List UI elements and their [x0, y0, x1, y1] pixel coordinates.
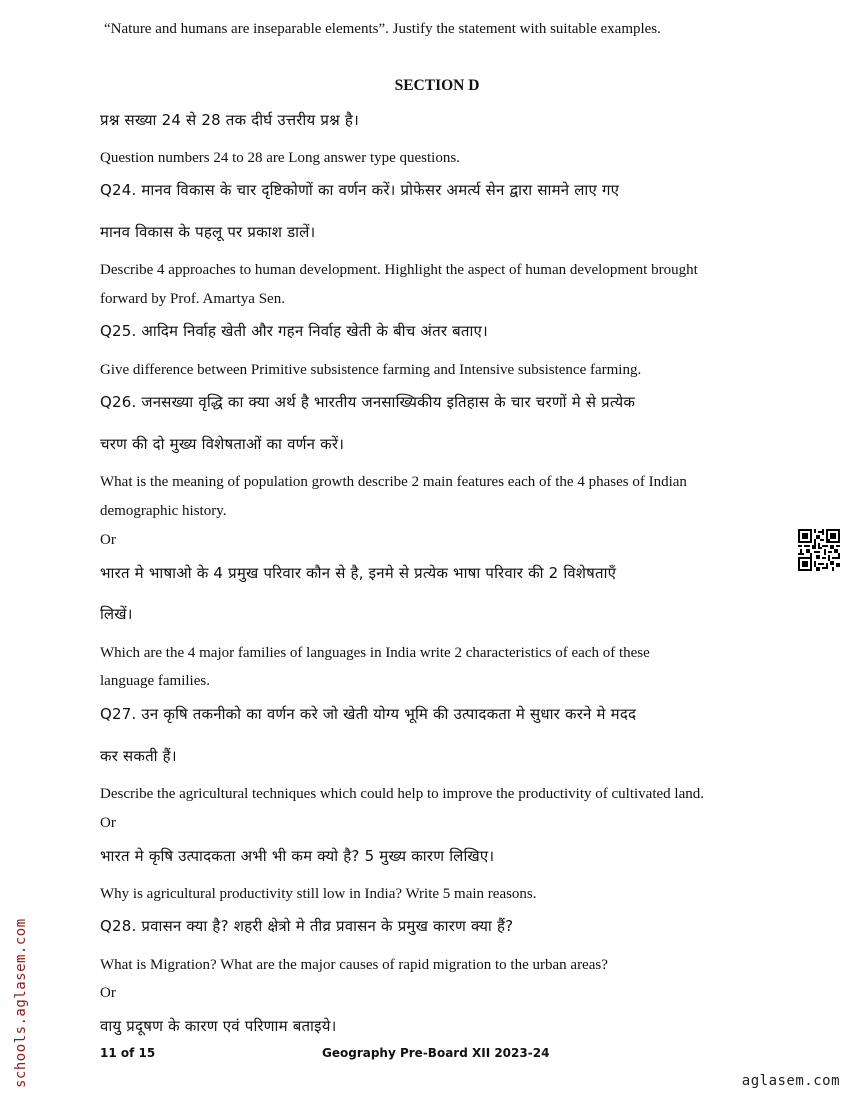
text-line: Q27. उन कृषि तकनीको का वर्णन करे जो खेती योग्य भूमि की उत्पादकता मे सुधार करने मे मदद: [100, 705, 637, 723]
exam-title: Geography Pre-Board XII 2023-24: [322, 1046, 550, 1060]
text-line: Q24. मानव विकास के चार दृष्टिकोणों का वर्णन करें। प्रोफेसर अमर्त्य सेन द्वारा सामने लाए गए: [100, 181, 620, 199]
text-line: Question numbers 24 to 28 are Long answer type questions.: [100, 150, 460, 166]
text-line: Q26. जनसख्या वृद्धि का क्या अर्थ है भारतीय जनसाख्यिकीय इतिहास के चार चरणों मे से प्रत्येक: [100, 393, 636, 411]
text-line: forward by Prof. Amartya Sen.: [100, 291, 285, 307]
side-watermark: schools.aglasem.com: [13, 918, 29, 1088]
text-line: Q28. प्रवासन क्या है? शहरी क्षेत्रो मे तीव्र प्रवासन के प्रमुख कारण क्या हैं?: [100, 917, 514, 935]
text-line: Describe the agricultural techniques which could help to improve the productivity of cultivated land.: [100, 786, 704, 802]
text-line: “Nature and humans are inseparable elements”. Justify the statement with suitable examples.: [104, 21, 661, 37]
text-line: What is Migration? What are the major causes of rapid migration to the urban areas?: [100, 957, 608, 973]
corner-watermark: aglasem.com: [741, 1073, 840, 1089]
text-line: language families.: [100, 673, 210, 689]
text-line: Which are the 4 major families of languages in India write 2 characteristics of each of these: [100, 645, 650, 661]
text-line: भारत मे भाषाओ के 4 प्रमुख परिवार कौन से है, इनमे से प्रत्येक भाषा परिवार की 2 विशेषताएँ: [100, 564, 617, 582]
text-line: Q25. आदिम निर्वाह खेती और गहन निर्वाह खेती के बीच अंतर बताए।: [100, 322, 488, 340]
text-line: कर सकती हैं।: [100, 747, 177, 765]
text-line: What is the meaning of population growth describe 2 main features each of the 4 phases of Indian: [100, 474, 687, 490]
text-line: भारत मे कृषि उत्पादकता अभी भी कम क्यो है? 5 मुख्य कारण लिखिए।: [100, 847, 495, 865]
text-line: Give difference between Primitive subsistence farming and Intensive subsistence farming.: [100, 362, 642, 378]
text-line: Or: [100, 532, 116, 548]
text-line: Or: [100, 815, 116, 831]
qr-code-icon: [798, 529, 840, 571]
text-line: Describe 4 approaches to human development. Highlight the aspect of human development brought: [100, 262, 698, 278]
page-number: 11 of 15: [100, 1046, 156, 1060]
text-line: प्रश्न सख्या 24 से 28 तक दीर्घ उत्तरीय प्रश्न है।: [100, 111, 359, 129]
text-line: Why is agricultural productivity still low in India? Write 5 main reasons.: [100, 886, 537, 902]
text-line: demographic history.: [100, 503, 227, 519]
text-line: Or: [100, 985, 116, 1001]
section-heading: SECTION D: [394, 77, 480, 94]
text-line: चरण की दो मुख्य विशेषताओं का वर्णन करें।: [100, 435, 345, 453]
text-line: वायु प्रदूषण के कारण एवं परिणाम बताइये।: [100, 1017, 337, 1035]
text-line: मानव विकास के पहलू पर प्रकाश डालें।: [100, 223, 316, 241]
text-line: लिखें।: [100, 605, 133, 623]
